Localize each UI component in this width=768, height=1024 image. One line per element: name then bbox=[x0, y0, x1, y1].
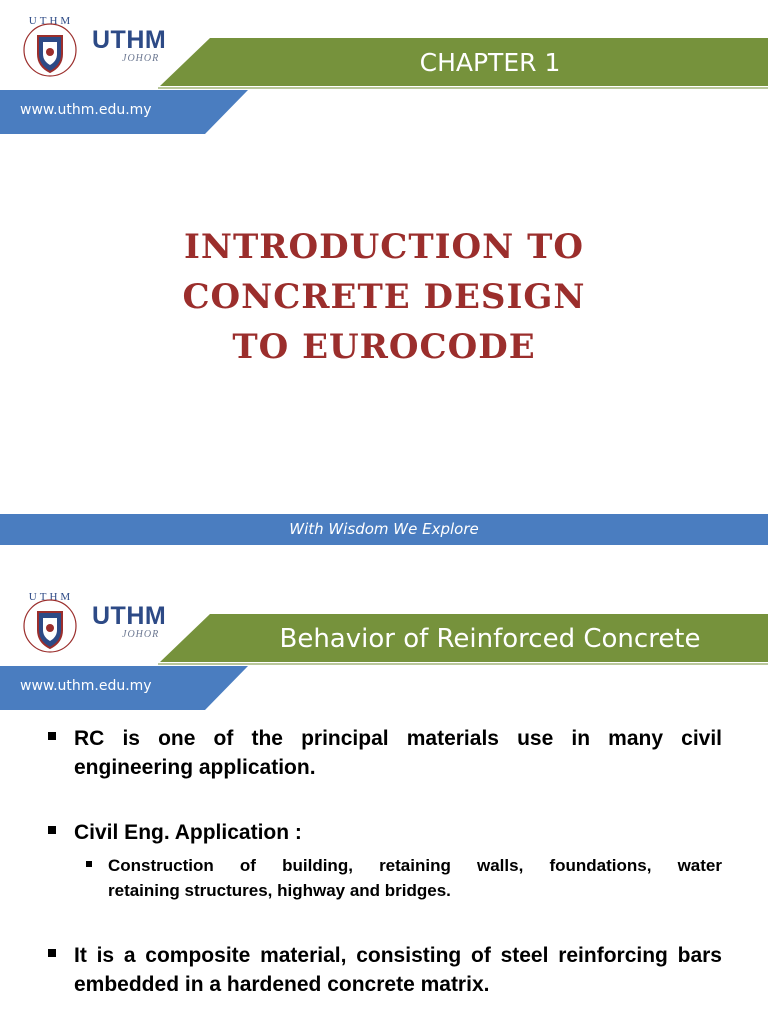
uthm-logo bbox=[12, 12, 182, 84]
square-bullet-icon bbox=[86, 861, 92, 867]
slide-heading: Behavior of Reinforced Concrete bbox=[279, 624, 701, 654]
sub-bullet-text: Construction of building, retaining walls, foundations, water bbox=[108, 856, 722, 875]
logo-wordmark: UTHM bbox=[92, 602, 167, 630]
bullet-text: RC is one of the principal materials use in many civil bbox=[74, 727, 722, 750]
square-bullet-icon bbox=[48, 826, 56, 834]
list-item bbox=[46, 724, 722, 782]
title-line: CONCRETE DESIGN bbox=[182, 277, 586, 317]
title-line: TO EUROCODE bbox=[232, 327, 536, 367]
logo-wordmark: UTHM bbox=[92, 26, 167, 54]
list-item bbox=[46, 818, 722, 847]
title-line: INTRODUCTION TO bbox=[183, 227, 584, 267]
uthm-logo bbox=[12, 588, 182, 660]
list-item bbox=[46, 941, 722, 999]
content-slide bbox=[0, 576, 768, 1024]
footer-bar bbox=[0, 514, 768, 545]
logo-sub: JOHOR bbox=[122, 629, 160, 640]
bullet-text: engineering application. bbox=[74, 756, 316, 779]
bullet-text: Civil Eng. Application : bbox=[74, 821, 302, 844]
chapter-title: CHAPTER 1 bbox=[419, 48, 561, 77]
sub-bullet-text: retaining structures, highway and bridges. bbox=[108, 881, 451, 900]
sub-list-item bbox=[74, 853, 722, 903]
square-bullet-icon bbox=[48, 732, 56, 740]
square-bullet-icon bbox=[48, 949, 56, 957]
bullet-list bbox=[46, 724, 722, 999]
website-url: www.uthm.edu.my bbox=[20, 102, 152, 118]
presentation-title bbox=[84, 222, 684, 372]
uthm-seal-icon bbox=[12, 588, 90, 660]
website-url: www.uthm.edu.my bbox=[20, 678, 152, 694]
svg-text:UTHM: UTHM bbox=[28, 591, 74, 603]
uthm-seal-icon bbox=[12, 12, 90, 84]
logo-sub: JOHOR bbox=[122, 53, 160, 64]
footer-motto: With Wisdom We Explore bbox=[289, 520, 479, 538]
bullet-text: It is a composite material, consisting of steel reinforcing bars embedded in a hardened concrete matrix. bbox=[74, 944, 722, 996]
svg-text:UTHM: UTHM bbox=[28, 15, 74, 27]
